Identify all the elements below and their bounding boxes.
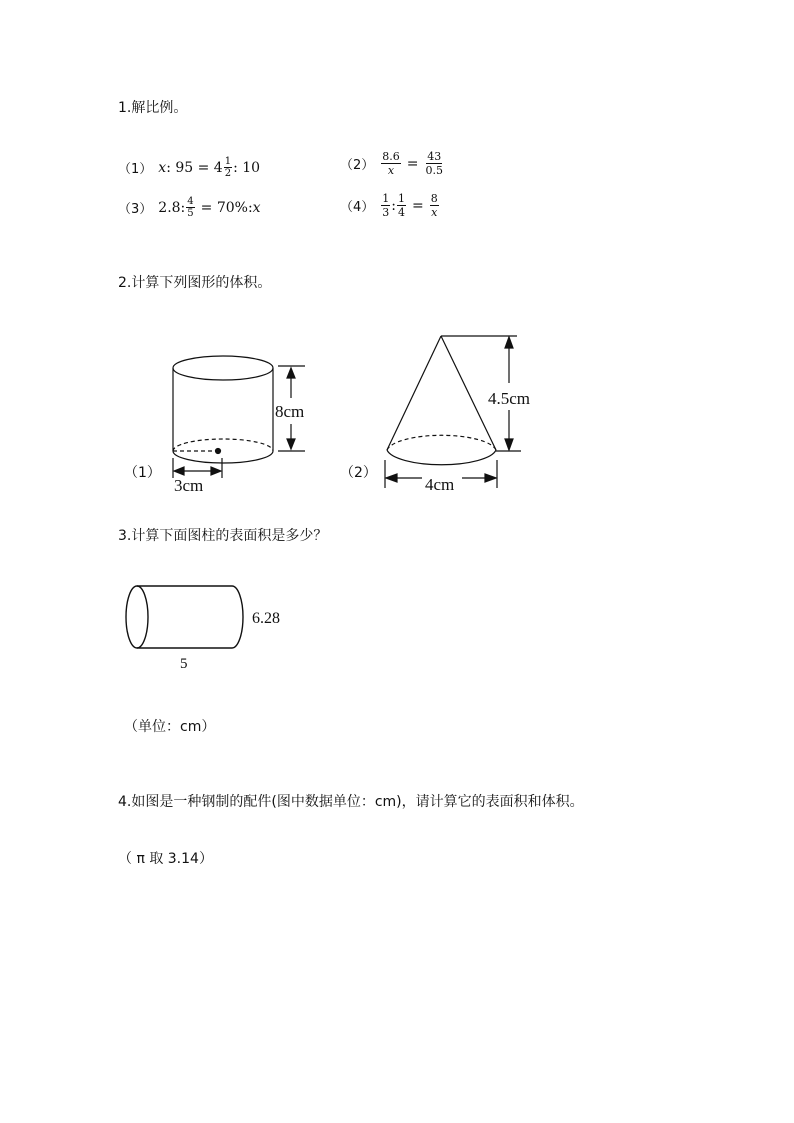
arrow-left-head <box>174 467 184 475</box>
cone-figure <box>385 336 521 488</box>
q1-item-1-number: （1） <box>118 162 153 177</box>
cylinder-height-label: 8cm <box>275 402 305 421</box>
cylinder-center-dot <box>216 449 221 454</box>
cone-height-label: 4.5cm <box>488 389 531 408</box>
cone-base-front <box>387 450 496 465</box>
cone-left-slant <box>387 336 441 450</box>
numerator: 8 <box>430 192 438 205</box>
cone-base-back <box>387 435 496 450</box>
cone-diameter-label: 4cm <box>425 475 455 494</box>
var-x: x <box>158 159 167 176</box>
var-x: x <box>252 199 261 216</box>
arrow-down-head <box>287 439 295 449</box>
q4-title: 4.如图是一种钢制的配件(图中数据单位：cm)，请计算它的表面积和体积。 <box>118 794 584 810</box>
denominator: 5 <box>187 208 194 219</box>
arrow-right-head <box>211 467 221 475</box>
numerator: 8.6 <box>382 150 400 163</box>
q4-note: （ π 取 3.14） <box>118 851 213 867</box>
cylinder-top-ellipse <box>173 356 273 380</box>
fig1-label: （1） <box>124 465 161 481</box>
numerator: 1 <box>382 192 390 205</box>
fig2-label: （2） <box>340 465 377 481</box>
q2-title: 2.计算下列图形的体积。 <box>118 275 272 291</box>
colon: : <box>391 197 396 214</box>
cylinder-bottom-back <box>173 439 273 451</box>
arrow-down-head <box>505 439 513 450</box>
denominator: 2 <box>224 168 232 179</box>
arrow-up-head <box>287 368 295 378</box>
q1-item-2-number: （2） <box>340 158 375 173</box>
arrow-right-head <box>485 474 496 482</box>
hcyl-left-ellipse <box>126 586 148 648</box>
q1-item-3-number: （3） <box>118 202 153 217</box>
denominator: 0.5 <box>425 164 444 177</box>
equals: = <box>406 155 419 172</box>
expr-part: : 10 <box>233 159 261 176</box>
q3-title: 3.计算下面图柱的表面积是多少？ <box>118 528 328 544</box>
cylinder-radius-label: 3cm <box>174 476 204 495</box>
expr-part: = 70%: <box>200 199 253 216</box>
cylinder-bottom-front <box>173 451 273 463</box>
numerator: 43 <box>427 150 442 163</box>
hcyl-length-label: 5 <box>180 656 188 672</box>
q3-unit: （单位：cm） <box>124 719 216 735</box>
hcyl-circumference-label: 6.28 <box>252 610 280 627</box>
arrow-up-head <box>505 337 513 348</box>
expr-part: 2.8: <box>158 199 186 216</box>
denominator: 3 <box>382 206 390 219</box>
horizontal-cylinder-figure <box>126 586 243 648</box>
denominator: 4 <box>398 206 405 219</box>
numerator: 1 <box>398 192 405 205</box>
q1-item-4-number: （4） <box>340 200 375 215</box>
arrow-left-head <box>386 474 397 482</box>
denominator: x <box>431 206 438 219</box>
numerator: 4 <box>187 196 194 207</box>
hcyl-right-arc <box>232 586 243 648</box>
expr-part: : 95 = 4 <box>166 159 223 176</box>
q1-title: 1.解比例。 <box>118 100 188 116</box>
numerator: 1 <box>224 156 232 167</box>
equals: = <box>412 197 424 214</box>
denominator: x <box>387 164 395 177</box>
